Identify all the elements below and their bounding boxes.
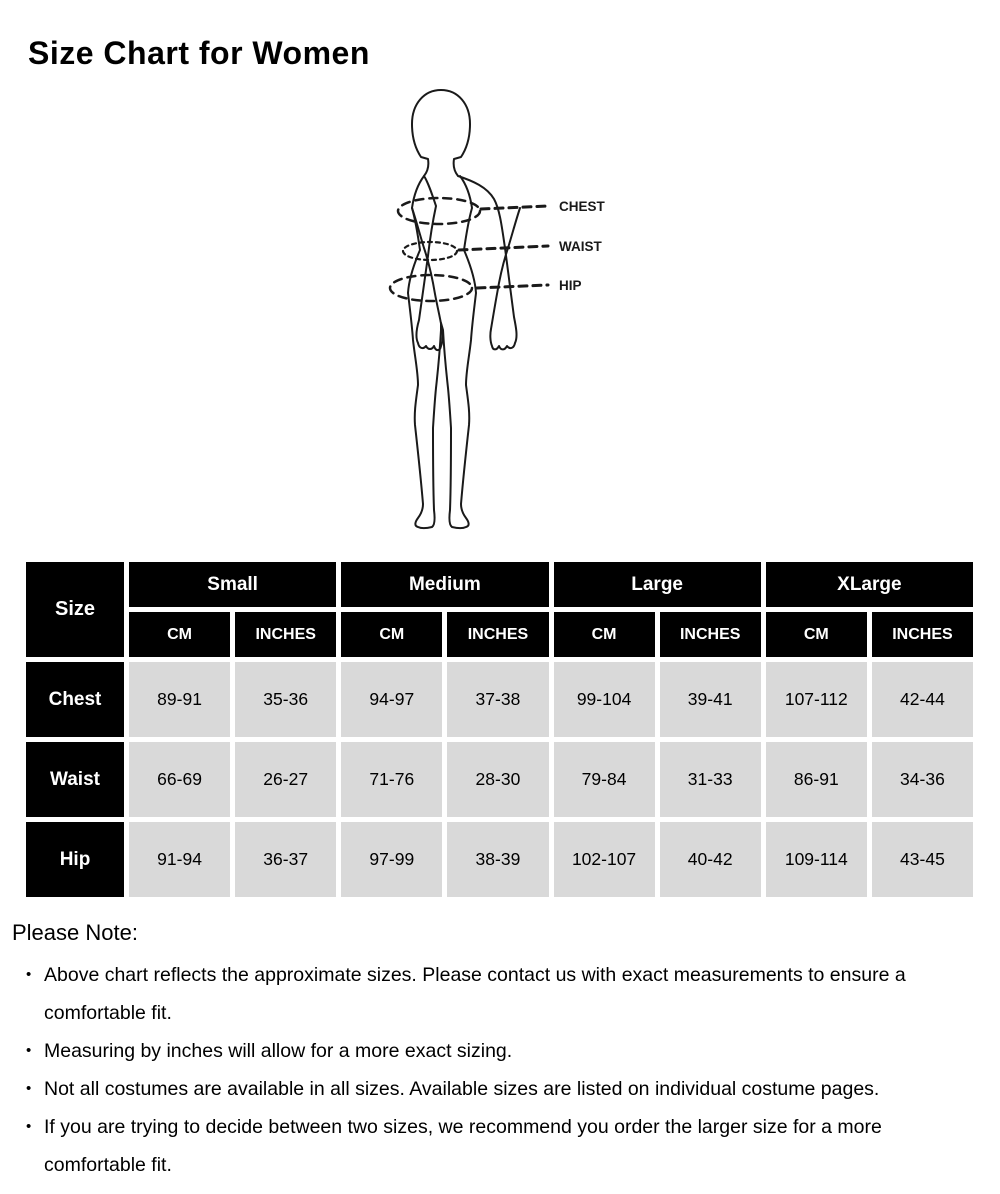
size-group-large: Large [554, 562, 761, 607]
table-cell: 109-114 [766, 822, 867, 897]
table-cell: 42-44 [872, 662, 973, 737]
row-label-chest: Chest [26, 662, 124, 737]
size-group-header-row [26, 562, 973, 607]
hip-leader-line [477, 285, 548, 288]
unit-header-inches: INCHES [660, 612, 761, 657]
table-cell: 99-104 [554, 662, 655, 737]
size-group-small: Small [129, 562, 336, 607]
table-cell: 107-112 [766, 662, 867, 737]
table-cell: 89-91 [129, 662, 230, 737]
table-cell: 39-41 [660, 662, 761, 737]
table-cell: 26-27 [235, 742, 336, 817]
table-cell: 43-45 [872, 822, 973, 897]
hip-label: HIP [559, 278, 582, 293]
unit-header-cm: CM [129, 612, 230, 657]
table-cell: 86-91 [766, 742, 867, 817]
unit-header-row [26, 612, 973, 657]
chest-leader-line [481, 206, 548, 209]
table-row-chest [26, 662, 973, 737]
table-cell: 40-42 [660, 822, 761, 897]
table-cell: 97-99 [341, 822, 442, 897]
hip-ellipse [390, 275, 472, 301]
unit-header-inches: INCHES [872, 612, 973, 657]
note-text: Above chart reflects the approximate sizes. Please contact us with exact measurements to ensure a comfortable fit. [44, 964, 906, 1024]
table-cell: 66-69 [129, 742, 230, 817]
note-text: Not all costumes are available in all sizes. Available sizes are listed on individual costume pages. [44, 1078, 880, 1100]
unit-header-cm: CM [554, 612, 655, 657]
unit-header-inches: INCHES [235, 612, 336, 657]
table-corner-size: Size [26, 562, 124, 657]
table-cell: 28-30 [447, 742, 548, 817]
table-cell: 38-39 [447, 822, 548, 897]
waist-leader-line [459, 246, 548, 250]
notes-heading: Please Note: [12, 920, 138, 945]
notes-list [12, 956, 970, 1184]
table-cell: 34-36 [872, 742, 973, 817]
note-item [12, 1108, 970, 1184]
waist-label: WAIST [559, 239, 602, 254]
table-cell: 37-38 [447, 662, 548, 737]
size-group-xlarge: XLarge [766, 562, 973, 607]
chest-ellipse [398, 198, 480, 224]
table-cell: 79-84 [554, 742, 655, 817]
size-table [21, 557, 978, 902]
row-label-hip: Hip [26, 822, 124, 897]
table-cell: 36-37 [235, 822, 336, 897]
notes-section [12, 920, 970, 1184]
table-row-hip [26, 822, 973, 897]
table-cell: 91-94 [129, 822, 230, 897]
table-cell: 35-36 [235, 662, 336, 737]
table-cell: 71-76 [341, 742, 442, 817]
note-item [12, 956, 970, 1032]
female-body-outline-illustration [360, 80, 670, 538]
unit-header-cm: CM [766, 612, 867, 657]
unit-header-cm: CM [341, 612, 442, 657]
table-cell: 31-33 [660, 742, 761, 817]
table-cell: 94-97 [341, 662, 442, 737]
row-label-waist: Waist [26, 742, 124, 817]
size-group-medium: Medium [341, 562, 548, 607]
page-title: Size Chart for Women [28, 35, 370, 72]
chest-label: CHEST [559, 199, 605, 214]
note-item [12, 1070, 970, 1108]
note-item [12, 1032, 970, 1070]
unit-header-inches: INCHES [447, 612, 548, 657]
body-measurement-diagram [360, 80, 670, 538]
note-text: If you are trying to decide between two sizes, we recommend you order the larger size for a more comfortable fit. [44, 1116, 882, 1176]
table-row-waist [26, 742, 973, 817]
table-cell: 102-107 [554, 822, 655, 897]
note-text: Measuring by inches will allow for a more exact sizing. [44, 1040, 513, 1062]
